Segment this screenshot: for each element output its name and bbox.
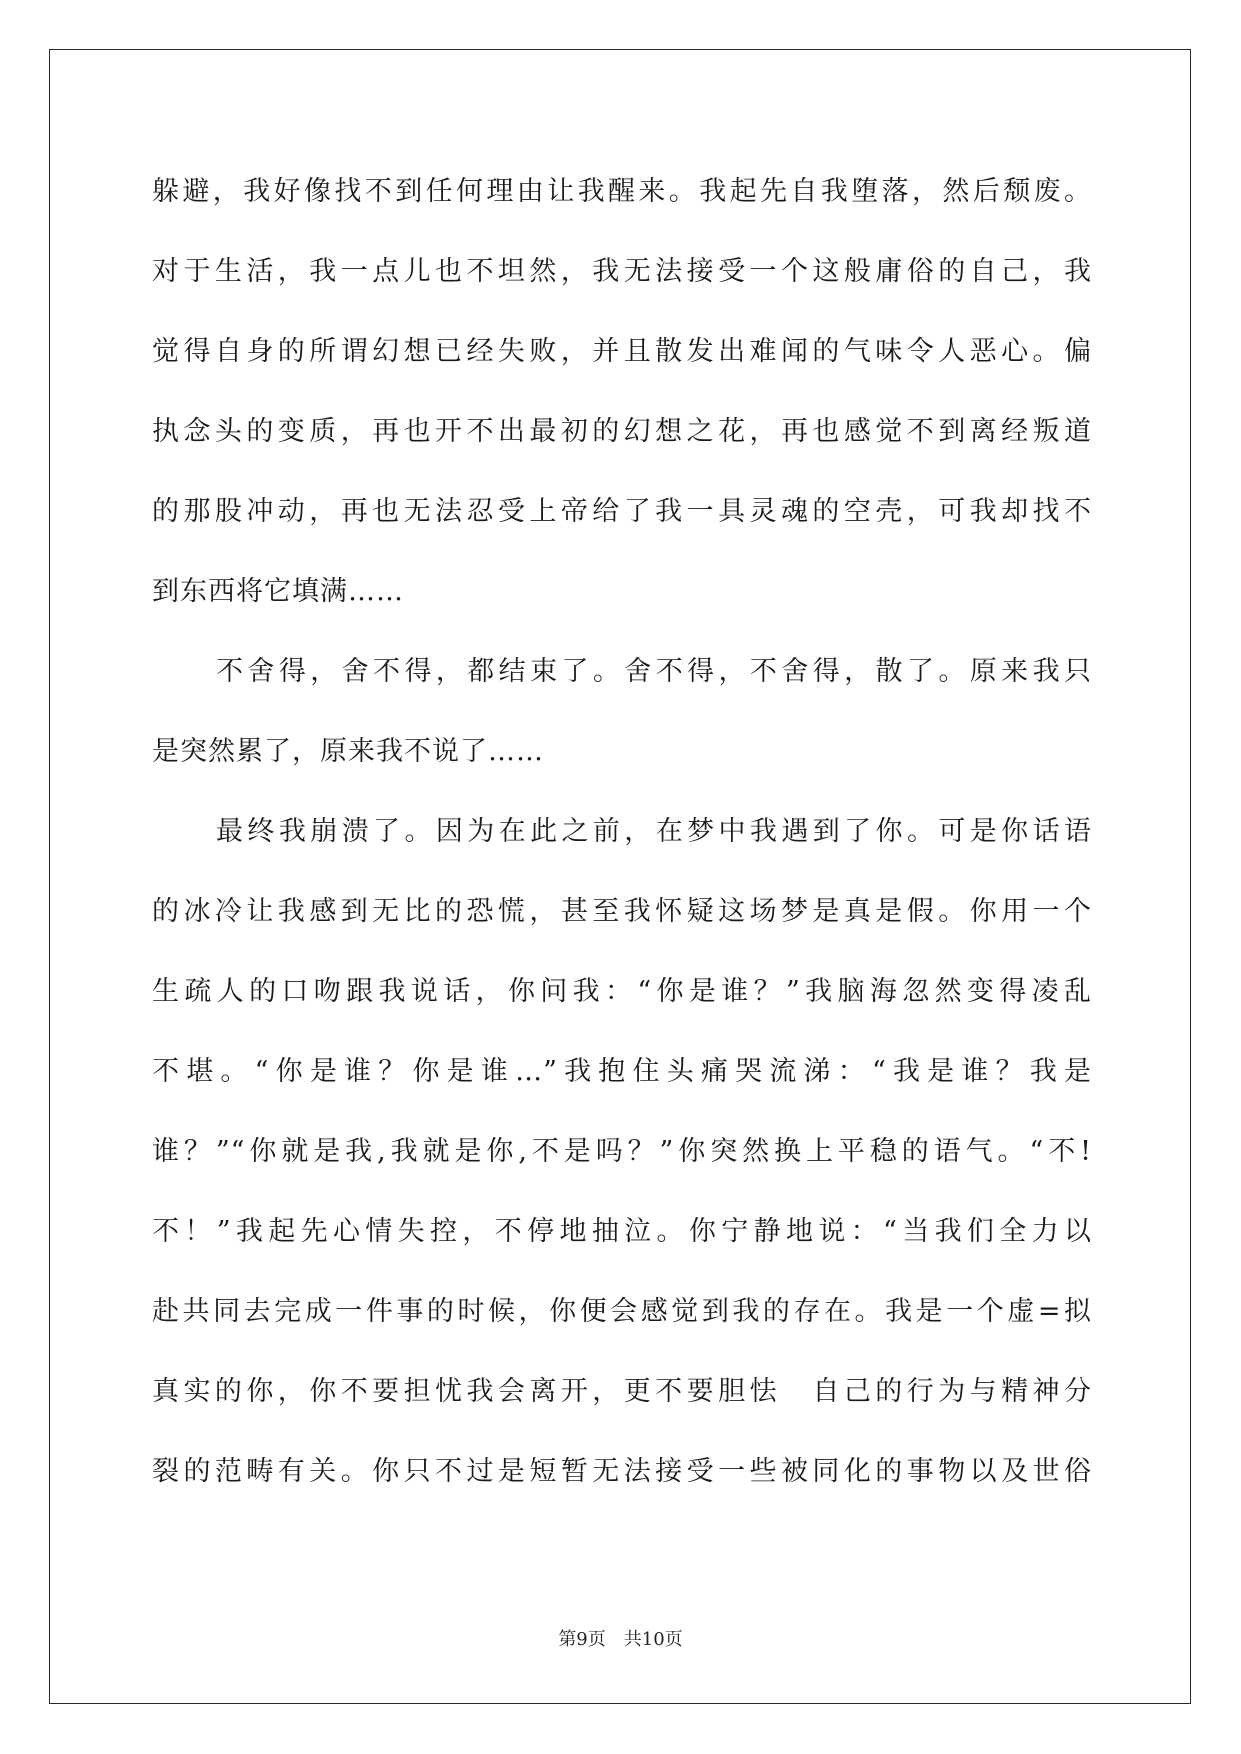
text-line: 的那股冲动，再也无法忍受上帝给了我一具灵魂的空壳，可我却找不: [152, 496, 1092, 527]
text-line: 不！”我起先心情失控，不停地抽泣。你宁静地说：“当我们全力以: [152, 1216, 1092, 1247]
text-line: 不堪。“你是谁？你是谁…”我抱住头痛哭流涕：“我是谁？我是: [152, 1056, 1092, 1087]
text-line: 裂的范畴有关。你只不过是短暂无法接受一些被同化的事物以及世俗: [152, 1456, 1092, 1487]
text-line: 的冰冷让我感到无比的恐慌，甚至我怀疑这场梦是真是假。你用一个: [152, 896, 1092, 927]
text-line: 谁？”“你就是我,我就是你,不是吗？”你突然换上平稳的语气。“不!: [152, 1136, 1092, 1167]
document-body: [152, 152, 1092, 1512]
text-line: 不舍得，舍不得，都结束了。舍不得，不舍得，散了。原来我只: [216, 656, 1092, 687]
text-line: 躲避，我好像找不到任何理由让我醒来。我起先自我堕落，然后颓废。: [152, 176, 1092, 207]
text-line: 觉得自身的所谓幻想已经失败，并且散发出难闻的气味令人恶心。偏: [152, 336, 1092, 367]
text-line: 真实的你，你不要担忧我会离开，更不要胆怯 自己的行为与精神分: [152, 1376, 1092, 1407]
text-line: 执念头的变质，再也开不出最初的幻想之花，再也感觉不到离经叛道: [152, 416, 1092, 447]
text-line: 对于生活，我一点儿也不坦然，我无法接受一个这般庸俗的自己，我: [152, 256, 1092, 287]
text-line: 最终我崩溃了。因为在此之前，在梦中我遇到了你。可是你话语: [216, 816, 1092, 847]
text-line: 赴共同去完成一件事的时候，你便会感觉到我的存在。我是一个虚=拟: [152, 1296, 1092, 1327]
page-number-footer: 第9页 共10页: [558, 1629, 683, 1650]
text-line: 到东西将它填满……: [152, 576, 404, 607]
text-line: 生疏人的口吻跟我说话，你问我：“你是谁？”我脑海忽然变得凌乱: [152, 976, 1092, 1007]
text-line: 是突然累了，原来我不说了……: [152, 736, 544, 767]
